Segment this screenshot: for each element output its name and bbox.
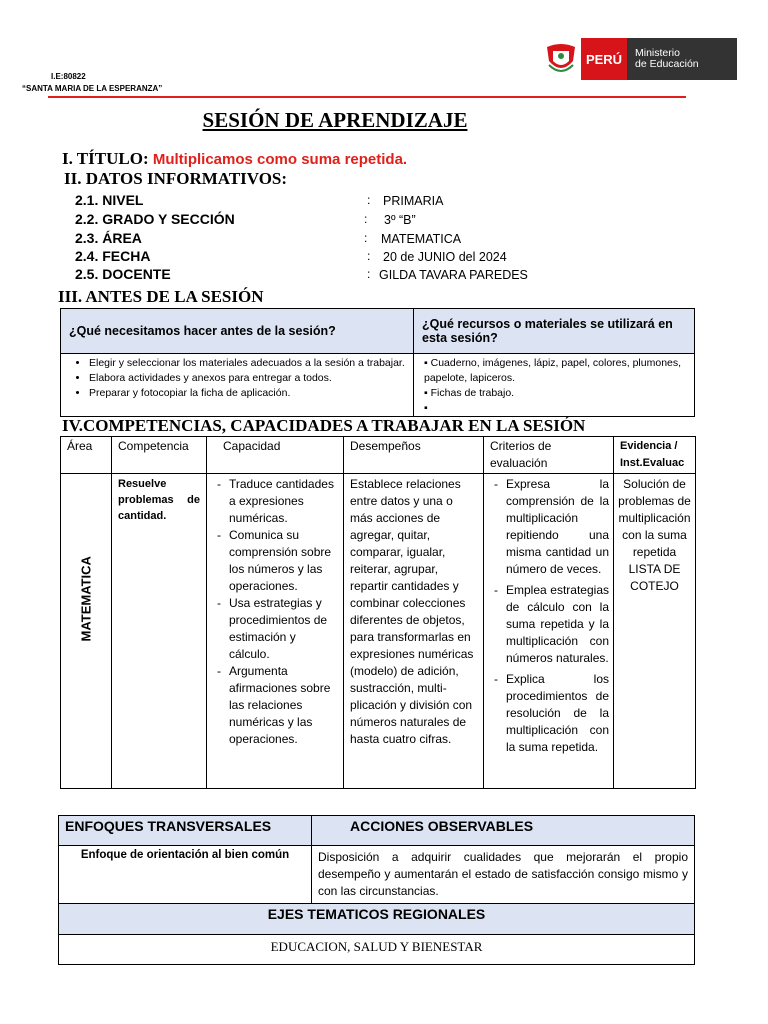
before-actions-list — [67, 356, 407, 401]
list-item: - Traduce cantidades a expresiones numéricas. — [229, 476, 339, 527]
accion-value: Disposición a adquirir cualidades que mejorarán el propio desempeño y aumentarán el estado de satisfacción consigo mismo y con las circunstancias. — [312, 846, 695, 904]
before-col1-header: ¿Qué necesitamos hacer antes de la sesión? — [61, 309, 414, 354]
materials-list — [418, 356, 690, 416]
evidencia-cell — [614, 474, 696, 789]
acciones-header: ACCIONES OBSERVABLES — [312, 816, 695, 846]
logo-ministry — [627, 38, 737, 80]
info-value-nivel: PRIMARIA — [383, 194, 444, 208]
before-col2-header: ¿Qué recursos o materiales se utilizará en esta sesión? — [414, 309, 695, 354]
enfoques-table — [58, 815, 695, 965]
ministry-logo — [541, 38, 737, 80]
competencias-table — [60, 436, 696, 789]
info-colon: : — [367, 267, 371, 281]
area-vertical-label: MATEMATICA — [78, 555, 94, 641]
info-label-docente: 2.5. DOCENTE — [75, 266, 171, 282]
session-title-value: Multiplicamos como suma repetida. — [152, 151, 408, 168]
info-label-nivel: 2.1. NIVEL — [75, 192, 144, 208]
list-item: - Emplea estrategias de cálculo con la suma repetida y la multiplicación con números naturales. — [506, 582, 609, 667]
logo-ministry-line1: Ministerio — [635, 47, 680, 59]
section-competencias-label: IV.COMPETENCIAS, CAPACIDADES A TRABAJAR EN LA SESIÓN — [62, 416, 586, 435]
col-header-capacidad: Capacidad — [207, 437, 344, 474]
page-title: SESIÓN DE APRENDIZAJE — [202, 108, 468, 132]
info-colon: : — [364, 231, 368, 245]
info-colon: : — [367, 193, 371, 207]
list-item: • Preparar y fotocopiar la ficha de aplicación. — [89, 386, 407, 401]
enfoque-value: Enfoque de orientación al bien común — [59, 846, 312, 904]
enfoques-header: ENFOQUES TRANSVERSALES — [59, 816, 312, 846]
list-item: ▪ — [424, 402, 428, 414]
list-item: ▪ Cuaderno, imágenes, lápiz, papel, colores, plumones, papelote, lapiceros. — [424, 357, 682, 384]
logo-country: PERÚ — [581, 38, 627, 80]
info-label-fecha: 2.4. FECHA — [75, 248, 151, 264]
info-colon: : — [364, 212, 368, 226]
section-before-label: III. ANTES DE LA SESIÓN — [58, 287, 264, 306]
list-item: ▪ Fichas de trabajo. — [424, 387, 515, 399]
ejes-header: EJES TEMATICOS REGIONALES — [59, 904, 695, 935]
logo-ministry-line2: de Educación — [635, 58, 699, 70]
list-item: - Comunica su comprensión sobre los números y las operaciones. — [229, 527, 339, 595]
capacidades-list — [211, 476, 339, 748]
list-item: • Elabora actividades y anexos para entregar a todos. — [89, 371, 407, 386]
criterios-list — [488, 476, 609, 756]
info-colon: : — [367, 249, 371, 263]
col-header-evidencia: Evidencia / Inst.Evaluac — [614, 437, 696, 474]
header-divider — [48, 96, 686, 98]
list-item: • Elegir y seleccionar los materiales adecuados a la sesión a trabajar. — [89, 356, 407, 371]
col-header-competencia: Competencia — [112, 437, 207, 474]
before-session-table — [60, 308, 695, 417]
col-header-area: Área — [61, 437, 112, 474]
info-value-fecha: 20 de JUNIO del 2024 — [383, 250, 507, 264]
list-item: - Argumenta afirmaciones sobre las relaciones numéricas y las operaciones. — [229, 663, 339, 748]
school-code: I.E:80822 — [51, 72, 86, 81]
instrumento-value: LISTA DE COTEJO — [628, 562, 681, 593]
col-header-desempenos: Desempeños — [344, 437, 484, 474]
info-value-docente: GILDA TAVARA PAREDES — [379, 268, 528, 282]
col-header-criterios: Criterios de evaluación — [484, 437, 614, 474]
section-title-label: I. TÍTULO: — [62, 149, 149, 168]
section-title — [62, 149, 407, 169]
info-label-area: 2.3. ÁREA — [75, 230, 142, 246]
capacidad-cell — [207, 474, 344, 789]
criterios-cell — [484, 474, 614, 789]
ejes-value: EDUCACION, SALUD Y BIENESTAR — [59, 935, 695, 965]
coat-of-arms-icon — [541, 38, 581, 80]
info-value-area: MATEMATICA — [381, 232, 462, 246]
list-item: - Explica los procedimientos de resolución de la multiplicación con la suma repetida. — [506, 671, 609, 756]
list-item: - Expresa la comprensión de la multiplicación repitiendo una misma cantidad un número de veces. — [506, 476, 609, 578]
area-cell — [61, 474, 112, 789]
evidencia-value: Solución de problemas de multiplicación con la suma repetida — [618, 477, 691, 559]
desempeno-cell: Establece relaciones entre datos y una o más acciones de agregar, quitar, comparar, igualar, reiterar, agrupar, repartir cantidades y combinar colecciones diferentes de objetos, para transformarlas en expresiones numéricas (modelo) de adición, sustracción, multi-plicación y división con números naturales de hasta cuatro cifras. — [344, 474, 484, 789]
section-data-label: II. DATOS INFORMATIVOS: — [64, 169, 288, 188]
list-item: - Usa estrategias y procedimientos de estimación y cálculo. — [229, 595, 339, 663]
competencia-cell: Resuelve problemas de cantidad. — [112, 474, 207, 789]
school-name: “SANTA MARIA DE LA ESPERANZA” — [22, 84, 163, 93]
info-value-grado: 3º “B” — [384, 213, 416, 227]
info-label-grado: 2.2. GRADO Y SECCIÓN — [75, 211, 235, 227]
